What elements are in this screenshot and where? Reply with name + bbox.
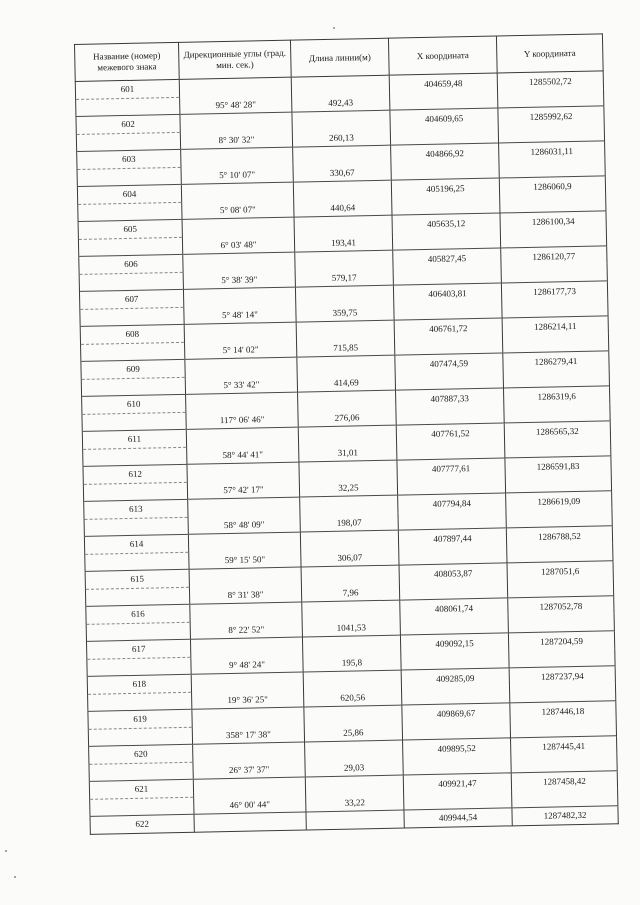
y-coordinate-cell bbox=[504, 403, 610, 423]
x-coordinate-cell bbox=[395, 370, 503, 390]
line-length-cell: 440,64 bbox=[294, 198, 392, 217]
point-name-cell bbox=[86, 622, 190, 642]
point-name-cell bbox=[88, 727, 192, 747]
point-name-cell: 619 bbox=[88, 709, 192, 729]
direction-angle-cell bbox=[188, 497, 300, 517]
direction-angle-cell bbox=[194, 812, 306, 832]
direction-angle-cell bbox=[183, 287, 295, 307]
y-coordinate-cell: 1287482,32 bbox=[512, 806, 618, 826]
point-name-cell: 611 bbox=[82, 429, 186, 449]
y-coordinate-cell bbox=[498, 88, 604, 108]
x-coordinate-cell bbox=[394, 335, 502, 355]
direction-angle-cell: 358° 17' 38" bbox=[192, 725, 304, 745]
y-coordinate-cell bbox=[509, 683, 615, 703]
scan-speck bbox=[5, 850, 7, 852]
x-coordinate-cell bbox=[397, 440, 505, 460]
point-name-cell: 617 bbox=[86, 639, 190, 659]
point-name-cell bbox=[81, 377, 185, 397]
direction-angle-cell: 117° 06' 46" bbox=[186, 410, 298, 430]
y-coordinate-cell: 1286100,34 bbox=[500, 211, 606, 231]
line-length-cell: 260,13 bbox=[292, 128, 390, 147]
x-coordinate-cell bbox=[401, 685, 509, 705]
line-length-cell bbox=[294, 215, 392, 234]
point-name-cell: 621 bbox=[89, 779, 193, 799]
y-coordinate-cell bbox=[511, 753, 617, 773]
x-coordinate-cell: 404659,48 bbox=[389, 73, 497, 93]
direction-angle-cell: 8° 30' 32" bbox=[180, 130, 292, 150]
x-coordinate-cell: 407897,44 bbox=[398, 528, 506, 548]
direction-angle-cell bbox=[182, 217, 294, 237]
direction-angle-cell bbox=[192, 707, 304, 727]
x-coordinate-cell bbox=[400, 615, 508, 635]
y-coordinate-cell bbox=[508, 613, 614, 633]
direction-angle-cell: 26° 37' 37" bbox=[193, 760, 305, 780]
x-coordinate-cell: 409092,15 bbox=[400, 633, 508, 653]
line-length-cell: 414,69 bbox=[297, 373, 395, 392]
x-coordinate-cell bbox=[391, 160, 499, 180]
coordinates-sheet bbox=[74, 33, 618, 830]
line-length-cell: 7,96 bbox=[301, 583, 399, 602]
y-coordinate-cell: 1286214,11 bbox=[502, 316, 608, 336]
line-length-cell: 1041,53 bbox=[302, 618, 400, 637]
line-length-cell: 276,06 bbox=[298, 408, 396, 427]
x-coordinate-cell bbox=[392, 230, 500, 250]
y-coordinate-cell: 1286619,09 bbox=[506, 491, 612, 511]
y-coordinate-cell bbox=[507, 543, 613, 563]
direction-angle-cell bbox=[193, 742, 305, 762]
header-point-name: Название (номер) межевого знака bbox=[75, 42, 180, 81]
y-coordinate-cell bbox=[507, 578, 613, 598]
direction-angle-cell bbox=[180, 112, 292, 132]
line-length-cell bbox=[295, 285, 393, 304]
line-length-cell bbox=[300, 530, 398, 549]
x-coordinate-cell: 407474,59 bbox=[395, 353, 503, 373]
y-coordinate-cell bbox=[502, 298, 608, 318]
y-coordinate-cell: 1286788,52 bbox=[506, 526, 612, 546]
direction-angle-cell bbox=[187, 462, 299, 482]
y-coordinate-cell bbox=[505, 438, 611, 458]
x-coordinate-cell bbox=[393, 265, 501, 285]
direction-angle-cell: 57° 42' 17" bbox=[187, 480, 299, 500]
header-line-length: Длина линии(м) bbox=[290, 38, 389, 77]
x-coordinate-cell bbox=[403, 755, 511, 775]
x-coordinate-cell bbox=[397, 475, 505, 495]
line-length-cell bbox=[301, 565, 399, 584]
y-coordinate-cell bbox=[506, 508, 612, 528]
direction-angle-cell: 5° 38' 39" bbox=[183, 270, 295, 290]
point-name-cell bbox=[78, 237, 182, 257]
line-length-cell bbox=[295, 250, 393, 269]
x-coordinate-cell: 407777,61 bbox=[397, 458, 505, 478]
point-name-cell: 604 bbox=[77, 184, 181, 204]
point-name-cell bbox=[80, 307, 184, 327]
x-coordinate-cell bbox=[398, 510, 506, 530]
direction-angle-cell: 5° 33' 42" bbox=[185, 375, 297, 395]
x-coordinate-cell bbox=[399, 545, 507, 565]
x-coordinate-cell bbox=[392, 195, 500, 215]
y-coordinate-cell bbox=[510, 718, 616, 738]
y-coordinate-cell: 1287051,6 bbox=[507, 561, 613, 581]
y-coordinate-cell: 1286060,9 bbox=[499, 176, 605, 196]
direction-angle-cell: 5° 08' 07" bbox=[182, 200, 294, 220]
direction-angle-cell bbox=[185, 357, 297, 377]
direction-angle-cell: 95° 48' 28" bbox=[180, 95, 292, 115]
y-coordinate-cell: 1286031,11 bbox=[499, 141, 605, 161]
line-length-cell: 620,56 bbox=[304, 688, 402, 707]
x-coordinate-cell: 409285,09 bbox=[401, 668, 509, 688]
y-coordinate-cell bbox=[502, 333, 608, 353]
line-length-cell bbox=[302, 635, 400, 654]
point-name-cell bbox=[77, 167, 181, 187]
line-length-cell bbox=[298, 390, 396, 409]
point-name-cell: 615 bbox=[85, 569, 189, 589]
point-name-cell bbox=[76, 97, 180, 117]
line-length-cell: 715,85 bbox=[296, 338, 394, 357]
point-name-cell bbox=[79, 272, 183, 292]
direction-angle-cell bbox=[190, 602, 302, 622]
point-name-cell: 601 bbox=[75, 79, 179, 99]
y-coordinate-cell: 1287052,78 bbox=[508, 596, 614, 616]
direction-angle-cell bbox=[190, 637, 302, 657]
line-length-cell: 359,75 bbox=[296, 303, 394, 322]
point-name-cell: 603 bbox=[77, 149, 181, 169]
header-direction-angle: Дирекционные углы (град. мин. сек.) bbox=[178, 40, 291, 79]
y-coordinate-cell: 1287458,42 bbox=[511, 771, 617, 791]
x-coordinate-cell bbox=[390, 91, 498, 111]
x-coordinate-cell: 407887,33 bbox=[396, 388, 504, 408]
y-coordinate-cell: 1286120,77 bbox=[501, 246, 607, 266]
direction-angle-cell bbox=[183, 252, 295, 272]
direction-angle-cell bbox=[179, 77, 291, 97]
y-coordinate-cell bbox=[503, 368, 609, 388]
x-coordinate-cell: 407794,84 bbox=[398, 493, 506, 513]
point-name-cell bbox=[90, 797, 194, 817]
line-length-cell bbox=[292, 110, 390, 129]
direction-angle-cell: 58° 48' 09" bbox=[188, 515, 300, 535]
line-length-cell: 198,07 bbox=[300, 513, 398, 532]
direction-angle-cell: 5° 14' 02" bbox=[184, 340, 296, 360]
line-length-cell: 32,25 bbox=[299, 478, 397, 497]
line-length-cell bbox=[306, 810, 404, 829]
x-coordinate-cell: 409921,47 bbox=[403, 773, 511, 793]
direction-angle-cell bbox=[188, 532, 300, 552]
point-name-cell: 605 bbox=[78, 219, 182, 239]
direction-angle-cell: 5° 10' 07" bbox=[181, 165, 293, 185]
line-length-cell bbox=[305, 775, 403, 794]
line-length-cell: 306,07 bbox=[301, 548, 399, 567]
line-length-cell: 31,01 bbox=[299, 443, 397, 462]
point-name-cell: 622 bbox=[90, 814, 194, 834]
line-length-cell: 25,86 bbox=[304, 723, 402, 742]
direction-angle-cell: 8° 22' 52" bbox=[190, 620, 302, 640]
line-length-cell bbox=[303, 670, 401, 689]
point-name-cell bbox=[84, 517, 188, 537]
point-name-cell: 609 bbox=[81, 359, 185, 379]
point-name-cell: 612 bbox=[83, 464, 187, 484]
table-body bbox=[75, 71, 618, 834]
y-coordinate-cell: 1286319,6 bbox=[503, 386, 609, 406]
y-coordinate-cell bbox=[500, 228, 606, 248]
direction-angle-cell: 59° 15' 50" bbox=[189, 550, 301, 570]
line-length-cell bbox=[296, 320, 394, 339]
x-coordinate-cell bbox=[404, 790, 512, 810]
direction-angle-cell bbox=[181, 182, 293, 202]
point-name-cell: 618 bbox=[87, 674, 191, 694]
x-coordinate-cell bbox=[399, 580, 507, 600]
x-coordinate-cell bbox=[394, 300, 502, 320]
scan-speck bbox=[333, 27, 335, 29]
line-length-cell: 579,17 bbox=[295, 268, 393, 287]
line-length-cell: 330,67 bbox=[293, 163, 391, 182]
direction-angle-cell: 9° 48' 24" bbox=[191, 655, 303, 675]
point-name-cell bbox=[76, 132, 180, 152]
point-name-cell: 606 bbox=[79, 254, 183, 274]
line-length-cell bbox=[293, 145, 391, 164]
x-coordinate-cell: 404866,92 bbox=[391, 143, 499, 163]
point-name-cell: 620 bbox=[89, 744, 193, 764]
y-coordinate-cell bbox=[501, 263, 607, 283]
y-coordinate-cell bbox=[505, 473, 611, 493]
line-length-cell bbox=[304, 705, 402, 724]
line-length-cell bbox=[302, 600, 400, 619]
x-coordinate-cell: 405827,45 bbox=[393, 248, 501, 268]
direction-angle-cell bbox=[189, 567, 301, 587]
point-name-cell bbox=[82, 412, 186, 432]
point-name-cell bbox=[87, 657, 191, 677]
x-coordinate-cell: 404609,65 bbox=[390, 108, 498, 128]
y-coordinate-cell: 1287204,59 bbox=[508, 631, 614, 651]
x-coordinate-cell: 405196,25 bbox=[391, 178, 499, 198]
point-name-cell: 614 bbox=[84, 534, 188, 554]
y-coordinate-cell: 1285502,72 bbox=[497, 71, 603, 91]
line-length-cell: 193,41 bbox=[294, 233, 392, 252]
scan-speck bbox=[14, 876, 16, 878]
line-length-cell bbox=[298, 425, 396, 444]
x-coordinate-cell: 407761,52 bbox=[396, 423, 504, 443]
line-length-cell bbox=[293, 180, 391, 199]
y-coordinate-cell: 1286177,73 bbox=[501, 281, 607, 301]
point-name-cell: 602 bbox=[76, 114, 180, 134]
x-coordinate-cell: 408061,74 bbox=[400, 598, 508, 618]
point-name-cell: 610 bbox=[82, 394, 186, 414]
direction-angle-cell: 8° 31' 38" bbox=[189, 585, 301, 605]
y-coordinate-cell: 1287446,18 bbox=[510, 701, 616, 721]
y-coordinate-cell: 1286279,41 bbox=[503, 351, 609, 371]
line-length-cell bbox=[305, 740, 403, 759]
y-coordinate-cell bbox=[499, 158, 605, 178]
line-length-cell bbox=[291, 75, 389, 94]
line-length-cell bbox=[299, 460, 397, 479]
line-length-cell: 492,43 bbox=[292, 93, 390, 112]
point-name-cell: 607 bbox=[79, 289, 183, 309]
y-coordinate-cell: 1285992,62 bbox=[498, 106, 604, 126]
y-coordinate-cell: 1286565,32 bbox=[504, 421, 610, 441]
direction-angle-cell: 58° 44' 41" bbox=[187, 445, 299, 465]
point-name-cell: 613 bbox=[84, 499, 188, 519]
y-coordinate-cell: 1286591,83 bbox=[505, 456, 611, 476]
point-name-cell bbox=[85, 552, 189, 572]
direction-angle-cell: 46° 00' 44" bbox=[194, 795, 306, 815]
x-coordinate-cell: 409869,67 bbox=[402, 703, 510, 723]
direction-angle-cell bbox=[186, 427, 298, 447]
y-coordinate-cell bbox=[509, 648, 615, 668]
direction-angle-cell: 5° 48' 14" bbox=[184, 305, 296, 325]
direction-angle-cell bbox=[191, 672, 303, 692]
line-length-cell bbox=[300, 495, 398, 514]
point-name-cell: 616 bbox=[86, 604, 190, 624]
line-length-cell: 33,22 bbox=[306, 793, 404, 812]
y-coordinate-cell: 1287445,41 bbox=[511, 736, 617, 756]
direction-angle-cell: 6° 03' 48" bbox=[182, 235, 294, 255]
x-coordinate-cell: 409944,54 bbox=[404, 808, 512, 828]
point-name-cell bbox=[78, 202, 182, 222]
point-name-cell bbox=[89, 762, 193, 782]
y-coordinate-cell bbox=[512, 788, 618, 808]
direction-angle-cell bbox=[193, 777, 305, 797]
direction-angle-cell bbox=[186, 392, 298, 412]
x-coordinate-cell bbox=[396, 405, 504, 425]
point-name-cell bbox=[85, 587, 189, 607]
direction-angle-cell bbox=[184, 322, 296, 342]
point-name-cell bbox=[83, 447, 187, 467]
header-y-coordinate: Y координата bbox=[496, 34, 603, 73]
y-coordinate-cell bbox=[500, 193, 606, 213]
direction-angle-cell bbox=[181, 147, 293, 167]
point-name-cell bbox=[83, 482, 187, 502]
boundary-coordinates-table bbox=[74, 33, 619, 834]
y-coordinate-cell bbox=[498, 123, 604, 143]
point-name-cell bbox=[88, 692, 192, 712]
x-coordinate-cell bbox=[401, 650, 509, 670]
point-name-cell bbox=[81, 342, 185, 362]
x-coordinate-cell: 409895,52 bbox=[403, 738, 511, 758]
y-coordinate-cell: 1287237,94 bbox=[509, 666, 615, 686]
line-length-cell: 195,8 bbox=[303, 653, 401, 672]
x-coordinate-cell: 406761,72 bbox=[394, 318, 502, 338]
header-x-coordinate: X координата bbox=[388, 36, 497, 75]
line-length-cell bbox=[297, 355, 395, 374]
x-coordinate-cell: 406403,81 bbox=[393, 283, 501, 303]
x-coordinate-cell: 408053,87 bbox=[399, 563, 507, 583]
point-name-cell: 608 bbox=[80, 324, 184, 344]
x-coordinate-cell bbox=[390, 126, 498, 146]
x-coordinate-cell bbox=[402, 720, 510, 740]
direction-angle-cell: 19° 36' 25" bbox=[192, 690, 304, 710]
x-coordinate-cell: 405635,12 bbox=[392, 213, 500, 233]
line-length-cell: 29,03 bbox=[305, 758, 403, 777]
